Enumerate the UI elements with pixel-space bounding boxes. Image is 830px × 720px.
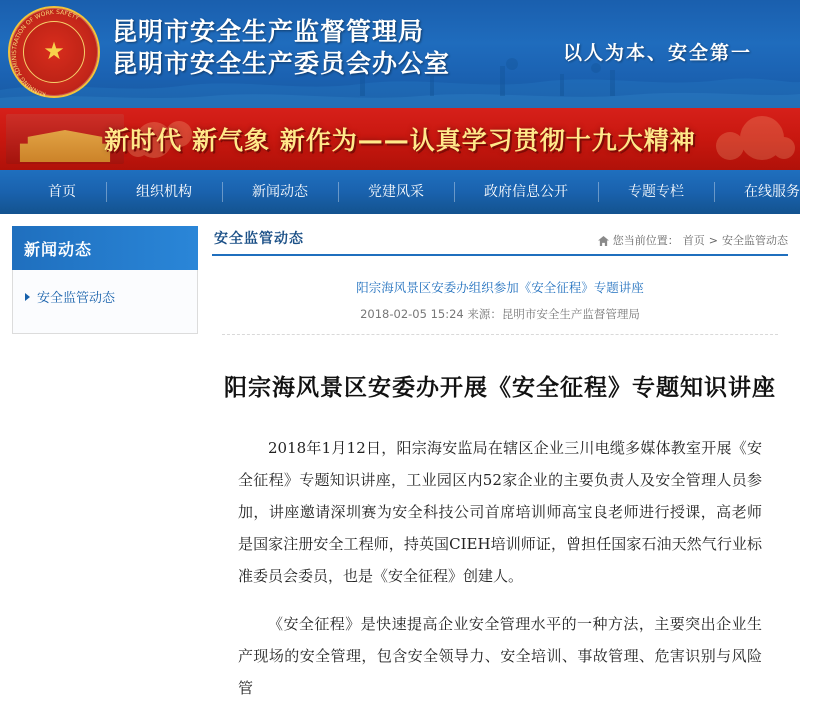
star-icon: ★ (43, 36, 65, 65)
breadcrumb-prefix: 您当前位置： (612, 234, 679, 247)
svg-text:KUNMING ADMINISTRATION OF WORK: KUNMING ADMINISTRATION OF WORK SAFETY (10, 8, 80, 98)
main-column (212, 226, 788, 720)
breadcrumb-separator: > (708, 233, 718, 247)
sidebar-item-label: 安全监管动态 (37, 291, 116, 306)
nav-item-news[interactable]: 新闻动态 (222, 170, 338, 214)
tab-safety-supervision[interactable]: 安全监管动态 (212, 228, 308, 256)
sidebar (12, 226, 198, 720)
site-title-line1: 昆明市安全生产监督管理局 (112, 17, 425, 46)
breadcrumb-item-home[interactable]: 首页 (682, 234, 705, 247)
nav-item-home[interactable]: 首页 (48, 184, 76, 200)
campaign-banner-text: 新时代 新气象 新作为——认真学习贯彻十九大精神 (104, 126, 696, 155)
sidebar-title: 新闻动态 (12, 226, 198, 270)
article-header (212, 256, 788, 335)
site-header (0, 0, 800, 108)
nav-item-online-service[interactable]: 在线服务 (714, 170, 830, 214)
national-emblem-icon (8, 6, 100, 98)
header-slogan: 以人为本、安全第一 (562, 42, 752, 64)
nav-item-government-info[interactable]: 政府信息公开 (454, 170, 598, 214)
nav-item-special-topics[interactable]: 专题专栏 (598, 170, 714, 214)
breadcrumb-item-current[interactable]: 安全监管动态 (722, 234, 788, 247)
article-paragraph: 2018年1月12日，阳宗海安监局在辖区企业三川电缆多媒体教室开展《安全征程》专题知识讲座，工业园区内52家企业的主要负责人及安全管理人员参加，讲座邀请深圳赛为安全科技公司首席培训师高宝良老师进行授课，高老师是国家注册安全工程师，持英国CIEH培训师证，曾担任国家石油天然气行业标准委员会委员，也是《安全征程》创建人。 (238, 439, 762, 585)
sidebar-list (12, 270, 198, 334)
article-meta: 2018-02-05 15:24 来源：昆明市安全生产监督管理局 (222, 306, 778, 335)
breadcrumb (598, 232, 788, 254)
bullet-arrow-icon (25, 293, 30, 301)
section-header (212, 226, 788, 256)
emblem-ring-text (10, 8, 102, 100)
nav-item-party-building[interactable]: 党建风采 (338, 170, 454, 214)
article-kicker: 阳宗海风景区安委办组织参加《安全征程》专题讲座 (356, 280, 644, 295)
campaign-banner (0, 108, 800, 170)
main-navigation (0, 170, 800, 214)
sidebar-item-safety-supervision[interactable] (13, 280, 197, 313)
site-title-line2: 昆明市安全生产委员会办公室 (112, 49, 451, 78)
site-title-block (112, 16, 450, 80)
nav-item-organization[interactable]: 组织机构 (106, 170, 222, 214)
home-icon (598, 236, 609, 246)
content-area (0, 214, 800, 720)
article-body (212, 432, 788, 704)
article-title: 阳宗海风景区安委办开展《安全征程》专题知识讲座 (224, 375, 776, 401)
article-paragraph: 《安全征程》是快速提高企业安全管理水平的一种方法，主要突出企业生产现场的安全管理，包含安全领导力、安全培训、事故管理、危害识别与风险管 (238, 615, 762, 697)
